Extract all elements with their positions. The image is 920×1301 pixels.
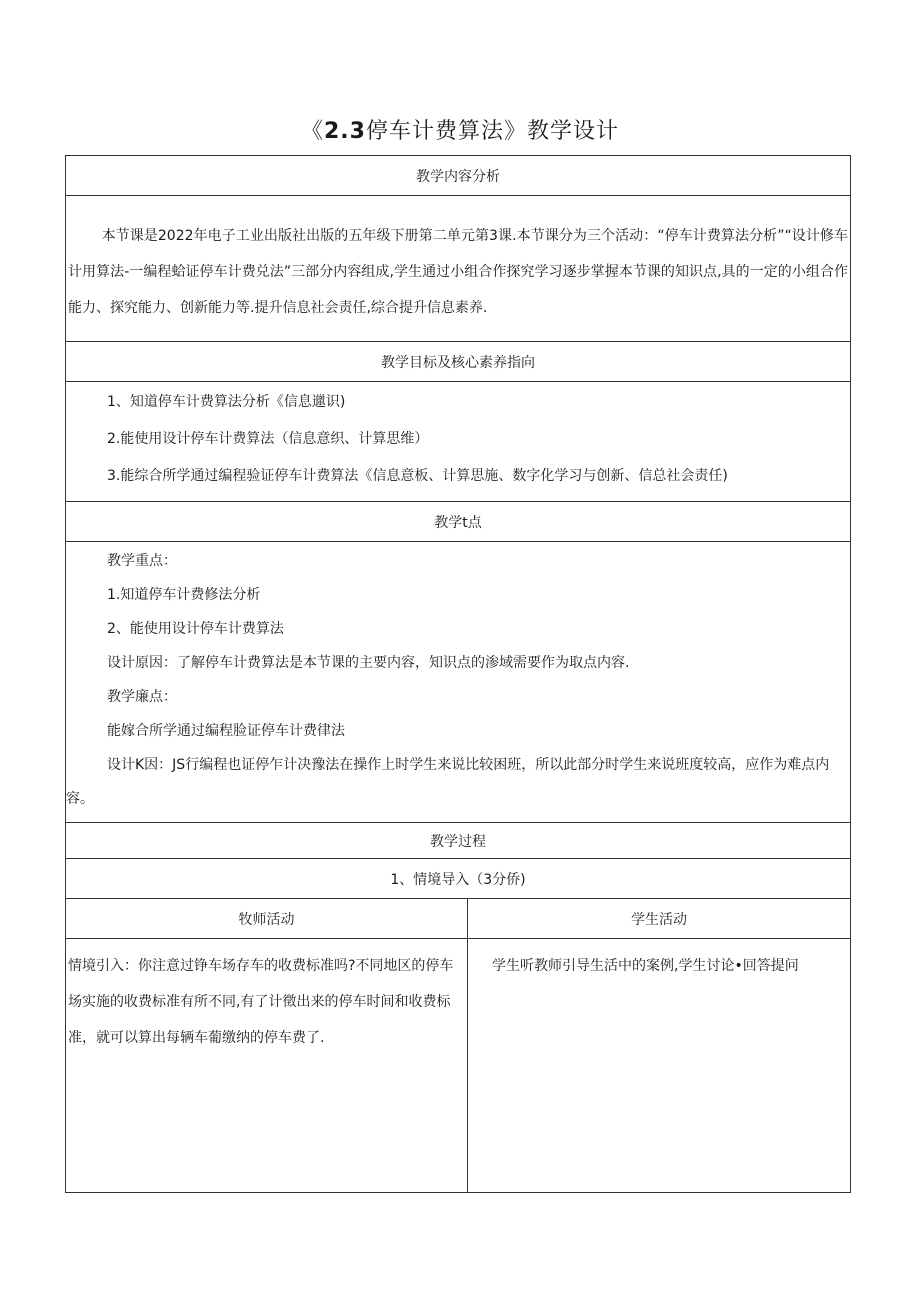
content-analysis-body: 本节课是2022年电子工业出版社出版的五年级下册第二单元第3课.本节课分为三个活动：“停车计费算法分析”“设计修车计用算法-一编程蛤证停车计费兑法”三部分内容组成,学生通过小组合作探究学习逐步掌握本节课的知识点,具的一定的小组合作能力、探究能力、创新能力等.提升信息社会责任,综合提升信息素养. bbox=[66, 196, 851, 342]
content-analysis-heading: 教学内容分析 bbox=[66, 156, 851, 196]
student-activity-text: 学生听教师引导生活中的案例,学生讨论•回答提问 bbox=[468, 939, 851, 1193]
teacher-activity-heading: 牧师活动 bbox=[66, 899, 468, 939]
document-title bbox=[0, 114, 920, 145]
objective-item: 2.能使用设计停车计费算法（信息意织、计算思维） bbox=[107, 431, 429, 447]
difficulty-reason: 设计K因：JS行编程也证停乍计决豫法在操作上时学生来说比较困班，所以此部分时学生来说班度较高，应作为难点内容。 bbox=[66, 757, 830, 807]
key-point-line: 教学廉点： bbox=[107, 689, 177, 705]
objective-item: 1、知道停车计费算法分析《信息邋识) bbox=[107, 394, 346, 410]
process-heading: 教学过程 bbox=[66, 823, 851, 859]
key-points-heading: 教学t点 bbox=[66, 502, 851, 542]
key-point-line: 设计原因：了解停车计费算法是本节课的主要内容，知识点的渗域需要作为取点内容. bbox=[107, 655, 630, 671]
objectives-heading: 教学目标及核心素养指向 bbox=[66, 342, 851, 382]
title-prefix: 《 bbox=[300, 119, 324, 144]
process-section-title: 1、情境导入（3分侨) bbox=[66, 859, 851, 899]
title-number: 2.3 bbox=[324, 119, 366, 144]
student-activity-heading: 学生活动 bbox=[468, 899, 851, 939]
objective-item: 3.能综合所学通过编程验证停车计费算法《信息意板、计算思施、数字化学习与创新、信总社会责任) bbox=[107, 468, 728, 484]
key-point-line: 能嫁合所学通过编程脸证停车计费律法 bbox=[107, 723, 345, 739]
lesson-plan-table bbox=[65, 155, 851, 1193]
title-text: 停车计费算法》教学设计 bbox=[365, 119, 619, 144]
objectives-list bbox=[66, 382, 851, 502]
key-point-line: 1.知道停车计费修法分析 bbox=[107, 587, 261, 603]
key-point-line: 2、能使用设计停车计费算法 bbox=[107, 621, 284, 637]
teacher-activity-text: 情境引入：你注意过铮车场存车的收费标准吗?不同地区的停车场实施的收费标准有所不同,有了计徵出来的停车时间和收费标准，就可以算出每辆车葡缴纳的停车费了. bbox=[66, 939, 468, 1193]
key-point-line: 教学重点： bbox=[107, 553, 177, 569]
key-points-body bbox=[66, 542, 851, 823]
